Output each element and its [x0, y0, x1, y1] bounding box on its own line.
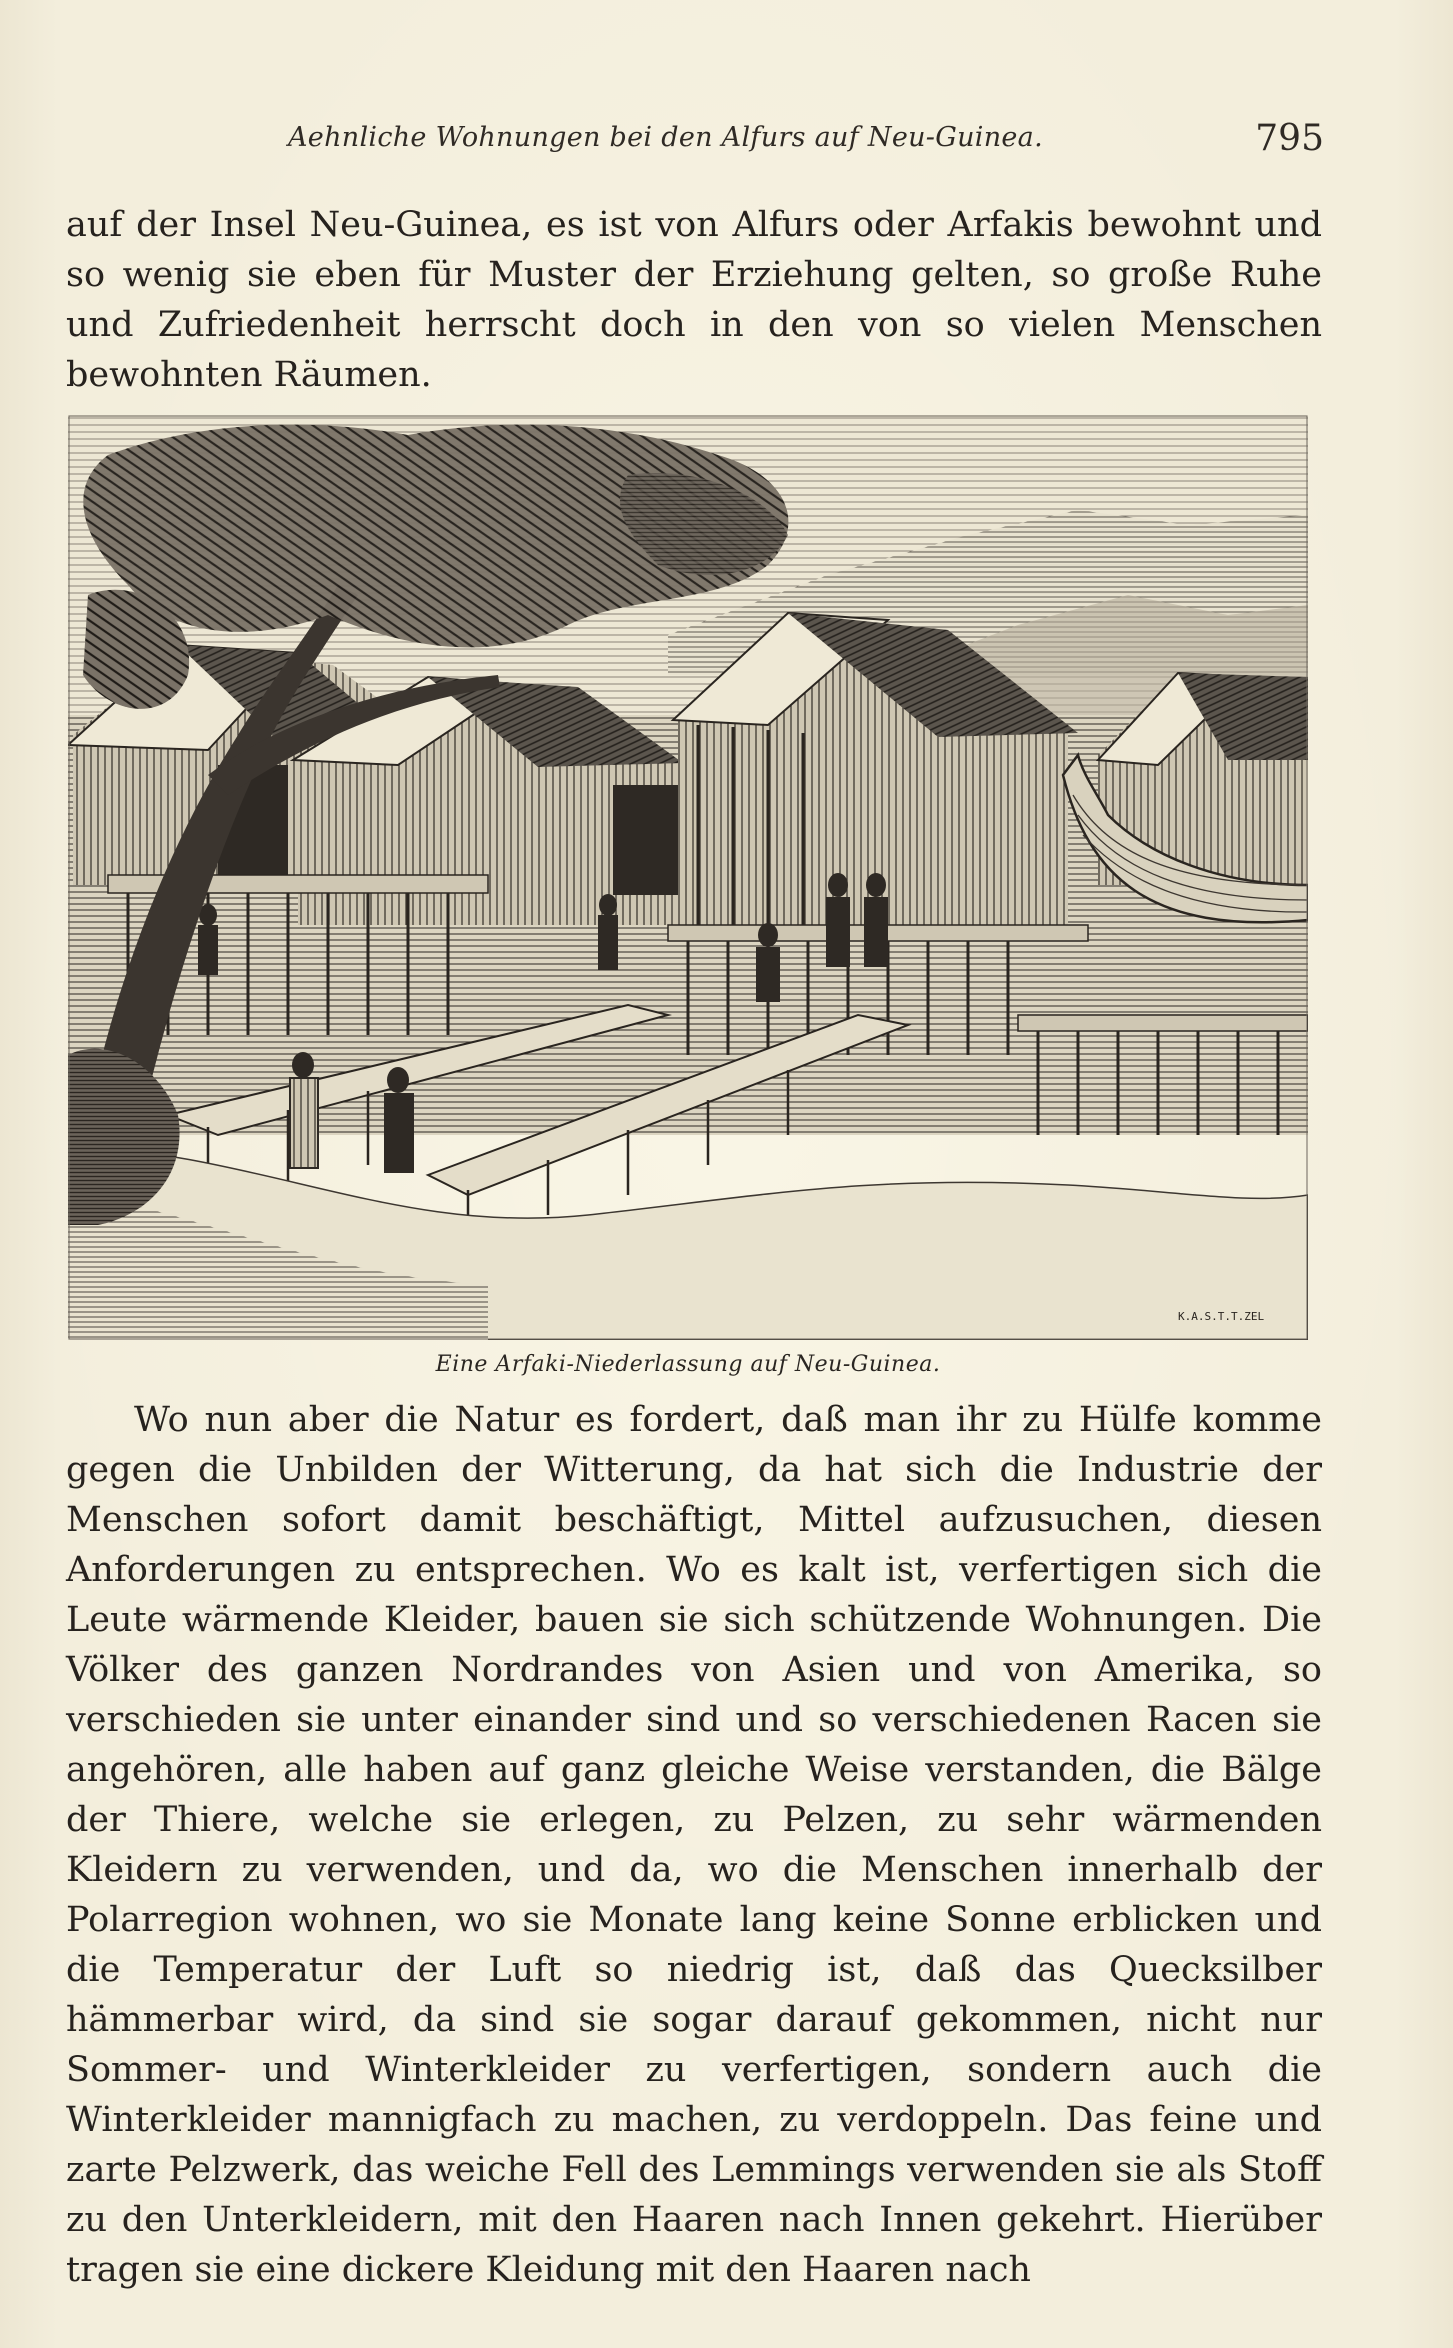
- stilt-village-engraving: [68, 415, 1308, 1340]
- body-paragraph-block: [66, 1395, 1322, 2295]
- intro-paragraph: auf der Insel Neu-Guinea, es ist von Alfurs oder Arfakis bewohnt und so wenig sie eben für Muster der Erziehung gelten, so große Ruhe und Zufriedenheit herrscht doch in den von so vielen Menschen bewohnten Räumen.: [66, 205, 1322, 395]
- body-paragraph: Wo nun aber die Natur es fordert, daß man ihr zu Hülfe komme gegen die Unbilden der Witterung, da hat sich die Industrie der Menschen sofort damit beschäftigt, Mittel aufzusuchen, diesen Anforderungen zu entsprechen. Wo es kalt ist, verfertigen sich die Leute wärmende Kleider, bauen sie sich schützende Wohnungen. Die Völker des ganzen Nordrandes von Asien und von Amerika, so verschieden sie unter einander sind und so verschiedenen Racen sie angehören, alle haben auf ganz gleiche Weise verstanden, die Bälge der Thiere, welche sie erlegen, zu Pelzen, zu sehr wärmenden Kleidern zu verwenden, und da, wo die Menschen innerhalb der Polarregion wohnen, wo sie Monate lang keine Sonne erblicken und die Temperatur der Luft so niedrig ist, daß das Quecksilber hämmerbar wird, da sind sie sogar darauf gekommen, nicht nur Sommer- und Winterkleider zu verfertigen, sondern auch die Winterkleider mannigfach zu machen, zu verdoppeln. Das feine und zarte Pelzwerk, das weiche Fell des Lemmings verwenden sie als Stoff zu den Unterkleidern, mit den Haaren nach Innen gekehrt. Hierüber tragen sie eine dickere Kleidung mit den Haaren nach: [66, 1400, 1322, 2290]
- engraver-signature: K.A.S.T.T.ZEL: [1178, 1310, 1265, 1323]
- engraving-figure: [68, 415, 1308, 1377]
- running-head: [68, 118, 1324, 170]
- running-title: Aehnliche Wohnungen bei den Alfurs auf Neu-Guinea.: [288, 122, 1043, 153]
- page-number: 795: [1255, 118, 1324, 159]
- figure-caption: Eine Arfaki-Niederlassung auf Neu-Guinea.: [435, 1352, 941, 1377]
- intro-paragraph-block: [66, 200, 1322, 400]
